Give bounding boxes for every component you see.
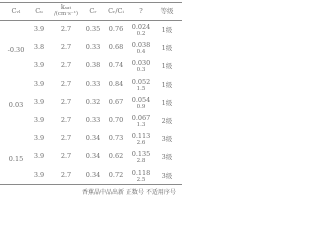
cell-rc: 0.67 <box>108 97 124 106</box>
cell-cr: 0.33 <box>85 43 101 52</box>
cell-rc: 0.68 <box>108 43 124 52</box>
cell-dist-secondary: 2.8 <box>136 158 146 165</box>
cell-cr: 0.33 <box>85 79 101 88</box>
cell-rc: 0.76 <box>108 25 124 33</box>
cell-cr: 0.33 <box>85 116 101 124</box>
header-ksat: kₛₐₜ <box>60 3 72 11</box>
cell-dist-secondary: 0.9 <box>136 103 146 110</box>
cell-dist-secondary: 1.5 <box>136 85 146 92</box>
cell-rc: 0.74 <box>108 61 124 70</box>
cell-rc: 0.62 <box>108 152 124 161</box>
cell-dist: 0.135 <box>131 150 151 159</box>
cell-dist-secondary: 1.3 <box>136 122 146 128</box>
cell-ksat: 2.7 <box>60 79 72 88</box>
cell-ksat: 2.7 <box>60 61 72 70</box>
cell-rc: 0.70 <box>108 116 124 124</box>
header-level: Cᵥₗ <box>11 7 21 15</box>
cell-cr: 0.34 <box>85 134 101 143</box>
cell-cr: 0.32 <box>85 97 101 106</box>
cell-cu: 3.9 <box>33 79 45 88</box>
cell-grade: 3级 <box>161 135 173 144</box>
cell-rc: 0.72 <box>108 170 124 179</box>
cell-level: -0.30 <box>7 46 25 55</box>
cell-grade: 3级 <box>161 153 173 162</box>
cell-grade: 1级 <box>161 26 173 34</box>
cell-cr: 0.34 <box>85 152 101 161</box>
cell-cu: 3.9 <box>33 116 45 124</box>
cell-cr: 0.35 <box>85 25 101 33</box>
cell-grade: 1级 <box>161 98 173 107</box>
header-rc: Cᵣ/Cᵢ <box>108 7 124 15</box>
cell-dist: 0.052 <box>131 77 151 86</box>
cell-cr: 0.38 <box>85 61 101 70</box>
header-ksat-unit: /(cm·s⁻¹) <box>53 11 79 17</box>
cell-ksat: 2.7 <box>60 43 72 52</box>
cell-dist-secondary: 0.2 <box>136 31 146 37</box>
cell-ksat: 2.7 <box>60 25 72 33</box>
cell-cr: 0.34 <box>85 170 101 179</box>
table-top-rule <box>0 2 182 3</box>
cell-grade: 1级 <box>161 80 173 89</box>
cell-ksat: 2.7 <box>60 116 72 124</box>
cell-dist: 0.024 <box>131 23 151 31</box>
cell-cu: 3.9 <box>33 170 45 179</box>
cell-level: 0.15 <box>8 155 24 164</box>
cell-dist: 0.118 <box>131 168 151 177</box>
cell-dist: 0.038 <box>131 41 151 50</box>
cell-dist-secondary: 2.6 <box>136 140 146 147</box>
cell-ksat: 2.7 <box>60 170 72 179</box>
cell-rc: 0.73 <box>108 134 124 143</box>
cell-dist-secondary: 0.3 <box>136 67 146 74</box>
cell-grade: 3级 <box>161 171 173 180</box>
cell-cu: 3.9 <box>33 25 45 33</box>
header-dist: ? <box>139 7 143 15</box>
cell-cu: 3.8 <box>33 43 45 52</box>
cell-grade: 1级 <box>161 62 173 71</box>
cell-cu: 3.9 <box>33 152 45 161</box>
cell-rc: 0.84 <box>108 79 124 88</box>
table-bottom-rule <box>0 184 182 185</box>
cell-ksat: 2.7 <box>60 134 72 143</box>
cell-ksat: 2.7 <box>60 152 72 161</box>
cell-dist: 0.067 <box>131 114 151 122</box>
cell-ksat: 2.7 <box>60 97 72 106</box>
cell-grade: 1级 <box>161 44 173 53</box>
cell-cu: 3.9 <box>33 97 45 106</box>
cell-grade: 2级 <box>161 117 173 125</box>
cell-cu: 3.9 <box>33 61 45 70</box>
header-rule <box>0 20 182 21</box>
cell-level: 0.03 <box>8 100 24 109</box>
table-footnote: 香蕉晶中品出新 正数号 不适用序号 <box>82 189 176 196</box>
cell-dist-secondary: 0.4 <box>136 49 146 56</box>
cell-cu: 3.9 <box>33 134 45 143</box>
header-grade: 等级 <box>160 7 174 15</box>
header-cr: Cᵣ <box>89 7 97 15</box>
data-table <box>0 0 182 200</box>
cell-dist: 0.113 <box>131 132 151 141</box>
header-cu: Cᵤ <box>35 7 43 15</box>
cell-dist: 0.030 <box>131 59 151 68</box>
cell-dist: 0.054 <box>131 95 151 104</box>
cell-dist-secondary: 2.5 <box>136 176 146 183</box>
